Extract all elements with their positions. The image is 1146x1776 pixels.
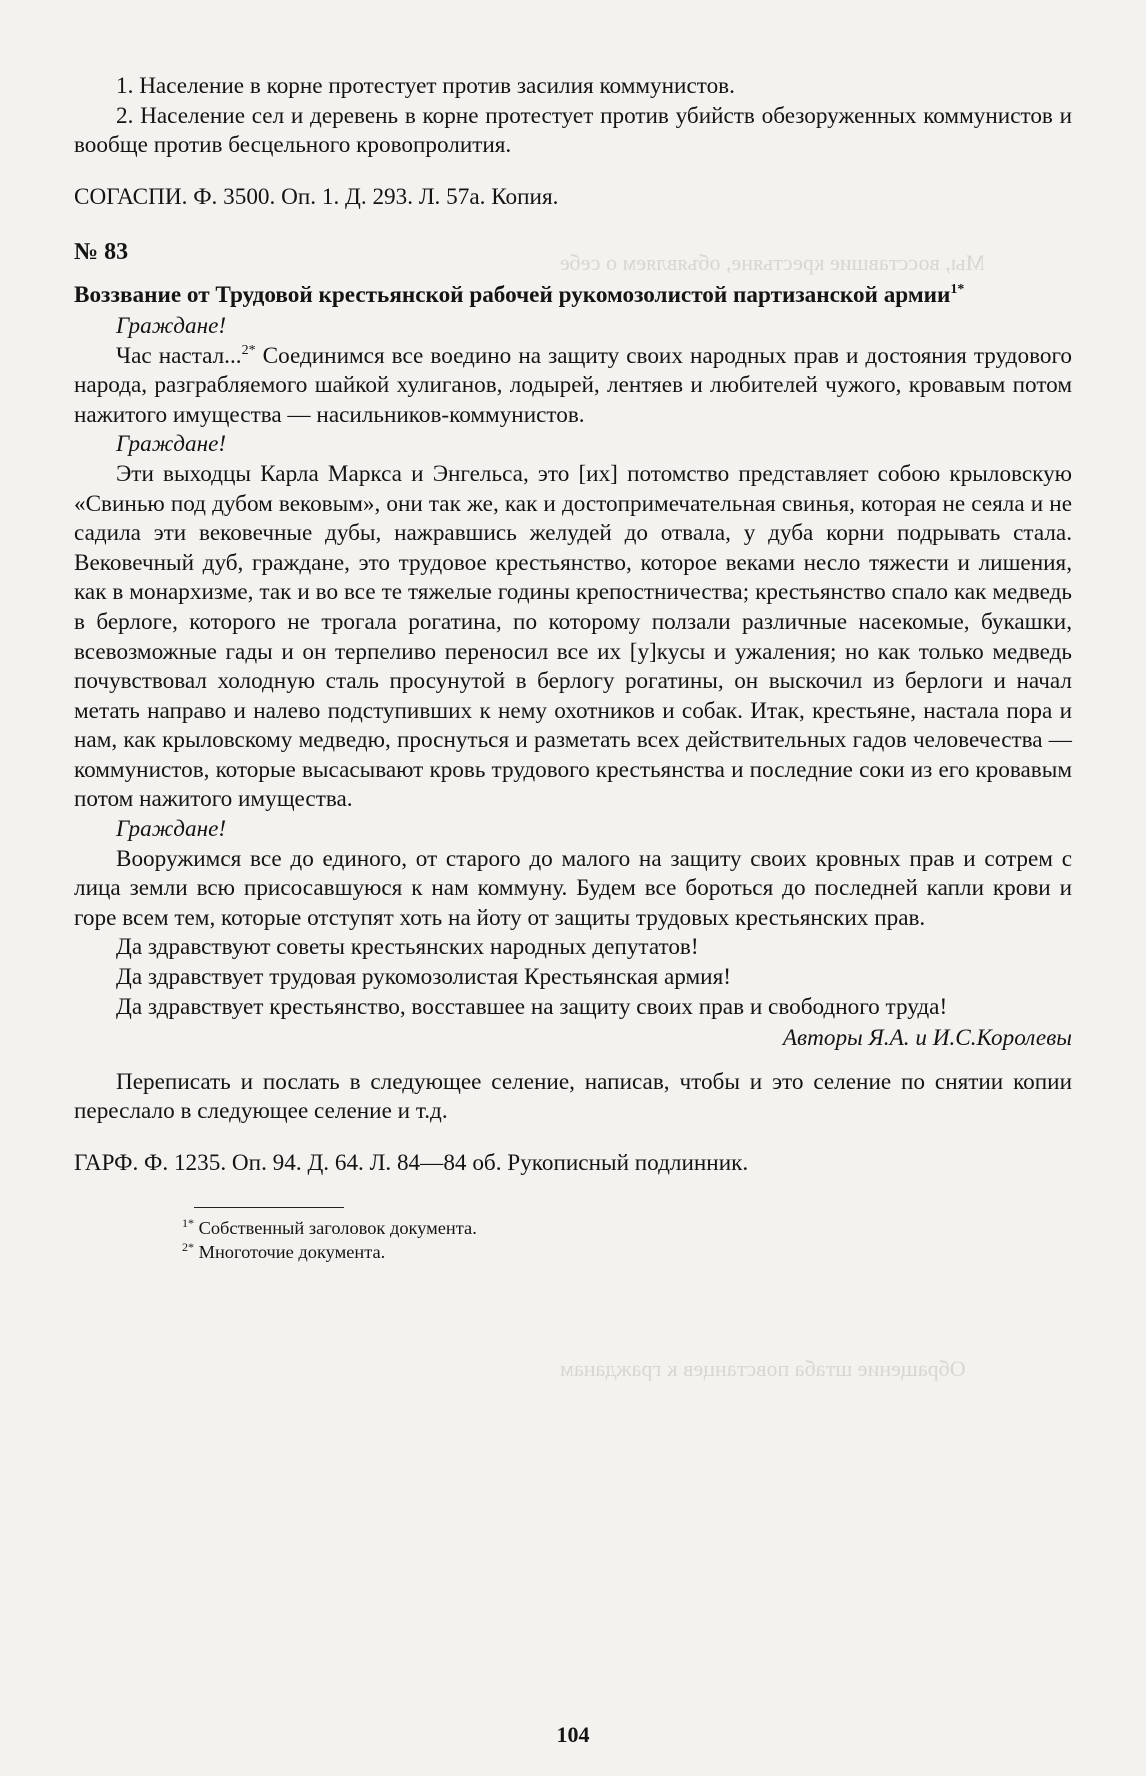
copy-instruction: Переписать и послать в следующее селение, написав, чтобы и это селение по снятии копии переслало в следующее селение и т.д. bbox=[74, 1068, 1072, 1125]
slogan: Да здравствует крестьянство, восставшее на защиту своих прав и свободного труда! bbox=[116, 993, 948, 1020]
bleed-through-text: Обращение штаба повстанцев к гражданам bbox=[560, 1356, 966, 1381]
paragraph: Эти выходцы Карла Маркса и Энгельса, это [их] потомство представляет собою крыловскую «Свинью под дубом вековым», они так же, как и достопримечательная свинья, которая не сеяла и не садила эти вековечные дубы, нажравшись желудей до отвала, у дуба корни подрывать стала. Вековечный дуб, граждане, это трудовое крестьянство, которое веками несло тяжести и лишения, как в монархизме, так и во все те тяжелые годины крепостничества; крестьянство спало как медведь в берлоге, которого не трогала рогатина, по которому ползали различные насекомые, букашки, всевозможные гады и он терпеливо переносил все их [у]кусы и ужаления; но как только медведь почувствовал холодную сталь просунутой в берлогу рогатины, он выскочил из берлоги и начал метать направо и налево подступивших к нему охотников и собак. Итак, крестьяне, настала пора и нам, как крыловскому медведю, проснуться и разметать всех действительных гадов человечества — коммунистов, которые высасывают кровь трудового крестьянства и последние соки из его кровавым потом нажитого имущества. bbox=[74, 460, 1072, 813]
footnote: $^{1*}$ Собственный заголовок документа. bbox=[182, 1215, 477, 1238]
paragraph: Час настал...$^{2*}$ Соединимся все воедино на защиту своих народных прав и достояния трудового народа, разграбляемого шайкой хулиганов, лодырей, лентяев и любителей чужого, кровавым потом нажитого имущества — насильников-коммунистов. bbox=[74, 342, 1072, 428]
list-item: 1. Население в корне протестует против засилия коммунистов. bbox=[116, 73, 735, 99]
document-title: Воззвание от Трудовой крестьянской рабочей рукомозолистой партизанской армии$^{1*}$ bbox=[74, 281, 965, 308]
list-item: 2. Население сел и деревень в корне протестует против убийств обезоруженных коммунистов и вообще против бесцельного кровопролития. bbox=[74, 102, 1072, 159]
salutation: Граждане! bbox=[116, 312, 227, 339]
footnote-divider bbox=[194, 1207, 344, 1208]
bleed-through-text: Мы, восставшие крестьяне, объявляем о себе bbox=[560, 250, 986, 275]
footnote: $^{2*}$ Многоточие документа. bbox=[182, 1239, 386, 1262]
page-number: 104 bbox=[556, 1722, 590, 1747]
document-page bbox=[74, 72, 1072, 1264]
footnote-ref: 1* bbox=[950, 281, 965, 297]
archive-reference-previous: СОГАСПИ. Ф. 3500. Оп. 1. Д. 293. Л. 57а. Копия. bbox=[74, 183, 559, 210]
footnote-ref: 2* bbox=[241, 342, 256, 358]
signature: Авторы Я.А. и И.С.Королевы bbox=[782, 1025, 1072, 1052]
archive-reference: ГАРФ. Ф. 1235. Оп. 94. Д. 64. Л. 84—84 об. Рукописный подлинник. bbox=[74, 1150, 749, 1176]
slogan: Да здравствуют советы крестьянских народных депутатов! bbox=[116, 934, 699, 961]
salutation: Граждане! bbox=[116, 431, 227, 458]
slogan: Да здравствует трудовая рукомозолистая Крестьянская армия! bbox=[116, 964, 731, 991]
document-number: № 83 bbox=[74, 239, 129, 266]
salutation: Граждане! bbox=[116, 816, 227, 843]
paragraph: Вооружимся все до единого, от старого до малого на защиту своих кровных прав и сотрем с лица земли всю присосавшуюся к нам коммуну. Будем все бороться до последней капли крови и горе всем тем, которые отступят хоть на йоту от защиты трудовых крестьянских прав. bbox=[74, 845, 1072, 931]
